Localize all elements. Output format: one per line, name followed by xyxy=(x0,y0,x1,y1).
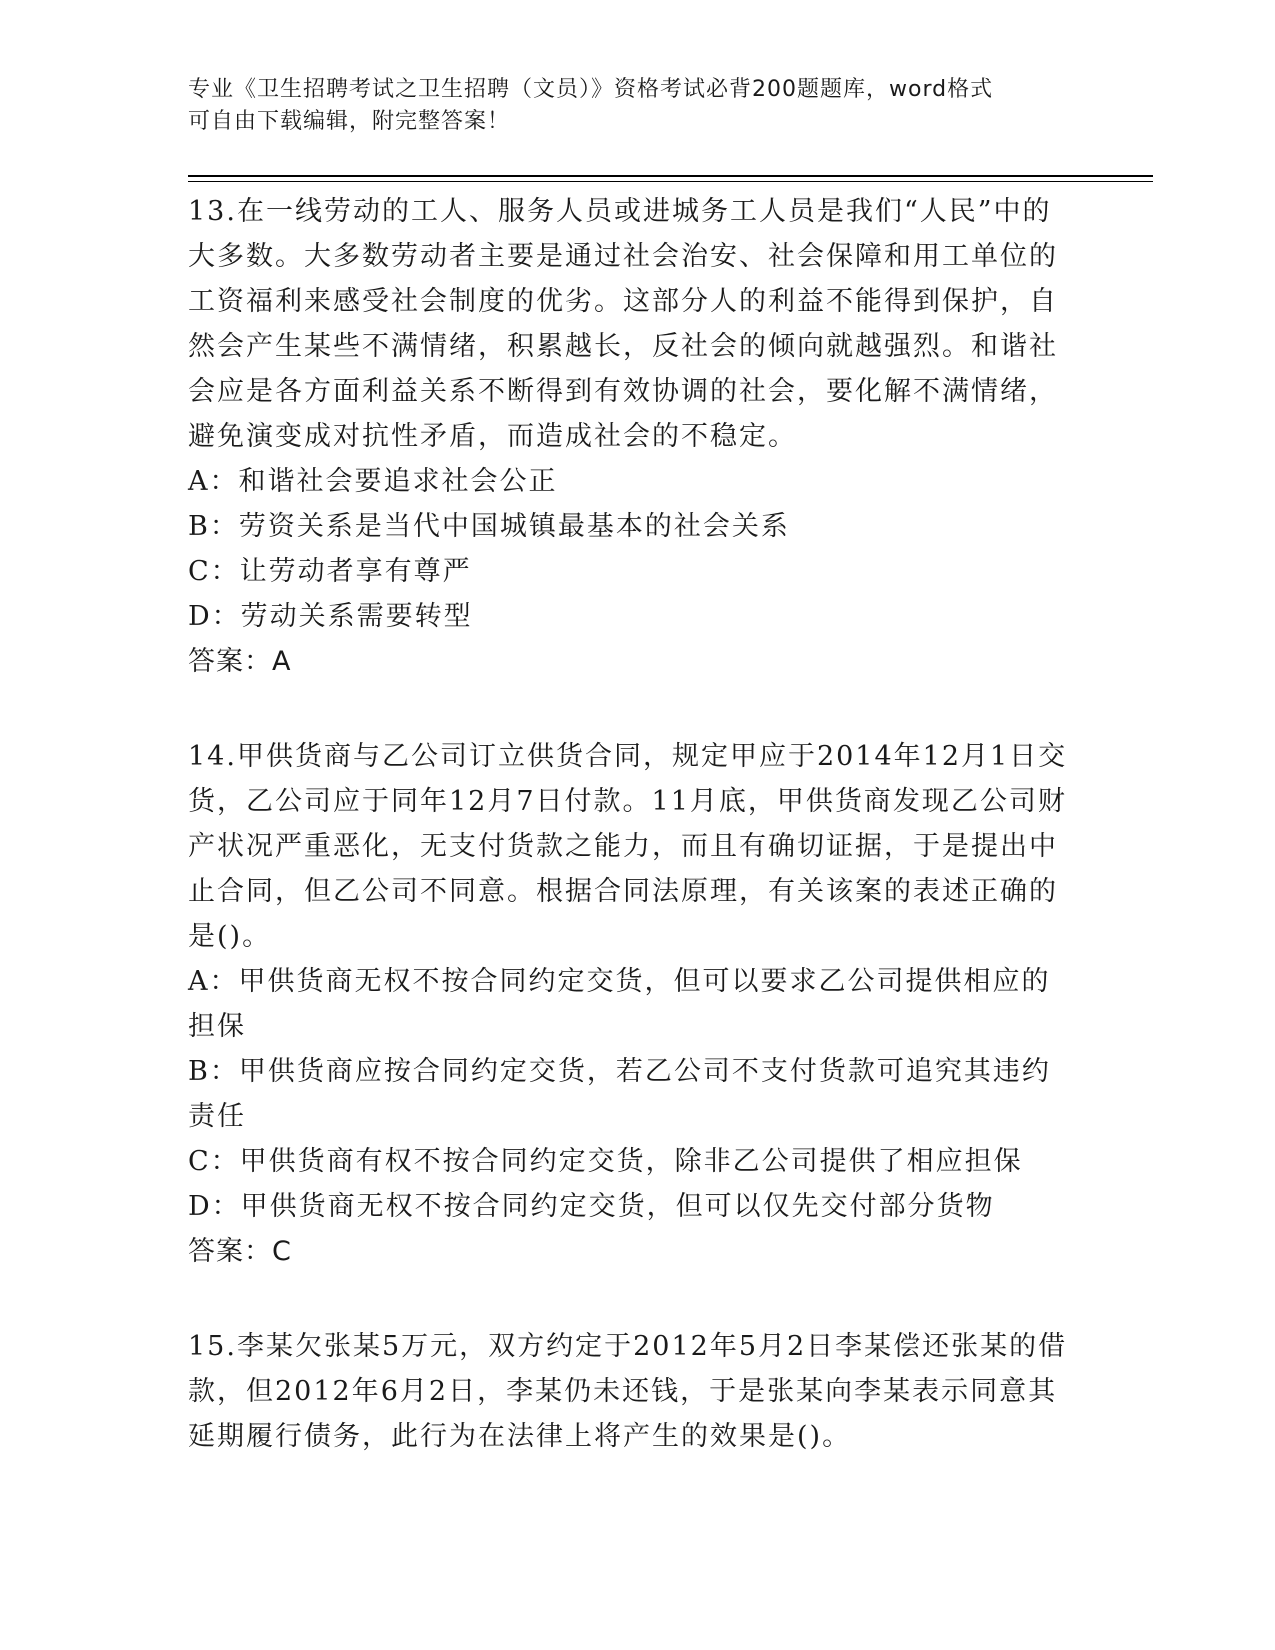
question-14 xyxy=(188,734,1068,1274)
option-c: C：甲供货商有权不按合同约定交货，除非乙公司提供了相应担保 xyxy=(188,1146,1023,1177)
option-a: A：和谐社会要追求社会公正 xyxy=(188,466,558,497)
option-b: B：甲供货商应按合同约定交货，若乙公司不支付货款可追究其违约责任 xyxy=(188,1056,1051,1132)
question-stem: 15.李某欠张某5万元，双方约定于2012年5月2日李某偿还张某的借款，但2012年6月2日，李某仍未还钱，于是张某向李某表示同意其延期履行债务，此行为在法律上将产生的效果是()。 xyxy=(188,1331,1068,1452)
option-c: C：让劳动者享有尊严 xyxy=(188,556,472,587)
question-stem: 14.甲供货商与乙公司订立供货合同，规定甲应于2014年12月1日交货，乙公司应于同年12月7日付款。11月底，甲供货商发现乙公司财产状况严重恶化，无支付货款之能力，而且有确切证据，于是提出中止合同，但乙公司不同意。根据合同法原理，有关该案的表述正确的是()。 xyxy=(188,741,1068,952)
header-line-2: 可自由下载编辑，附完整答案！ xyxy=(188,109,511,134)
header-line-1: 专业《卫生招聘考试之卫生招聘（文员）》资格考试必背200题题库，word格式 xyxy=(188,77,994,102)
question-list xyxy=(188,189,1068,1509)
question-stem: 13.在一线劳动的工人、服务人员或进城务工人员是我们“人民”中的大多数。大多数劳动者主要是通过社会治安、社会保障和用工单位的工资福利来感受社会制度的优劣。这部分人的利益不能得到保护，自然会产生某些不满情绪，积累越长，反社会的倾向就越强烈。和谐社会应是各方面利益关系不断得到有效协调的社会，要化解不满情绪，避免演变成对抗性矛盾，而造成社会的不稳定。 xyxy=(188,196,1058,452)
answer-label: 答案：A xyxy=(188,646,292,677)
header-divider-thick xyxy=(188,175,1153,177)
header-divider-thin xyxy=(188,181,1153,182)
option-a: A：甲供货商无权不按合同约定交货，但可以要求乙公司提供相应的担保 xyxy=(188,966,1051,1042)
question-13 xyxy=(188,189,1068,684)
question-15 xyxy=(188,1324,1068,1459)
answer-label: 答案：C xyxy=(188,1236,292,1267)
option-d: D：甲供货商无权不按合同约定交货，但可以仅先交付部分货物 xyxy=(188,1191,995,1222)
option-d: D：劳动关系需要转型 xyxy=(188,601,473,632)
option-b: B：劳资关系是当代中国城镇最基本的社会关系 xyxy=(188,511,790,542)
document-header xyxy=(188,74,1088,138)
